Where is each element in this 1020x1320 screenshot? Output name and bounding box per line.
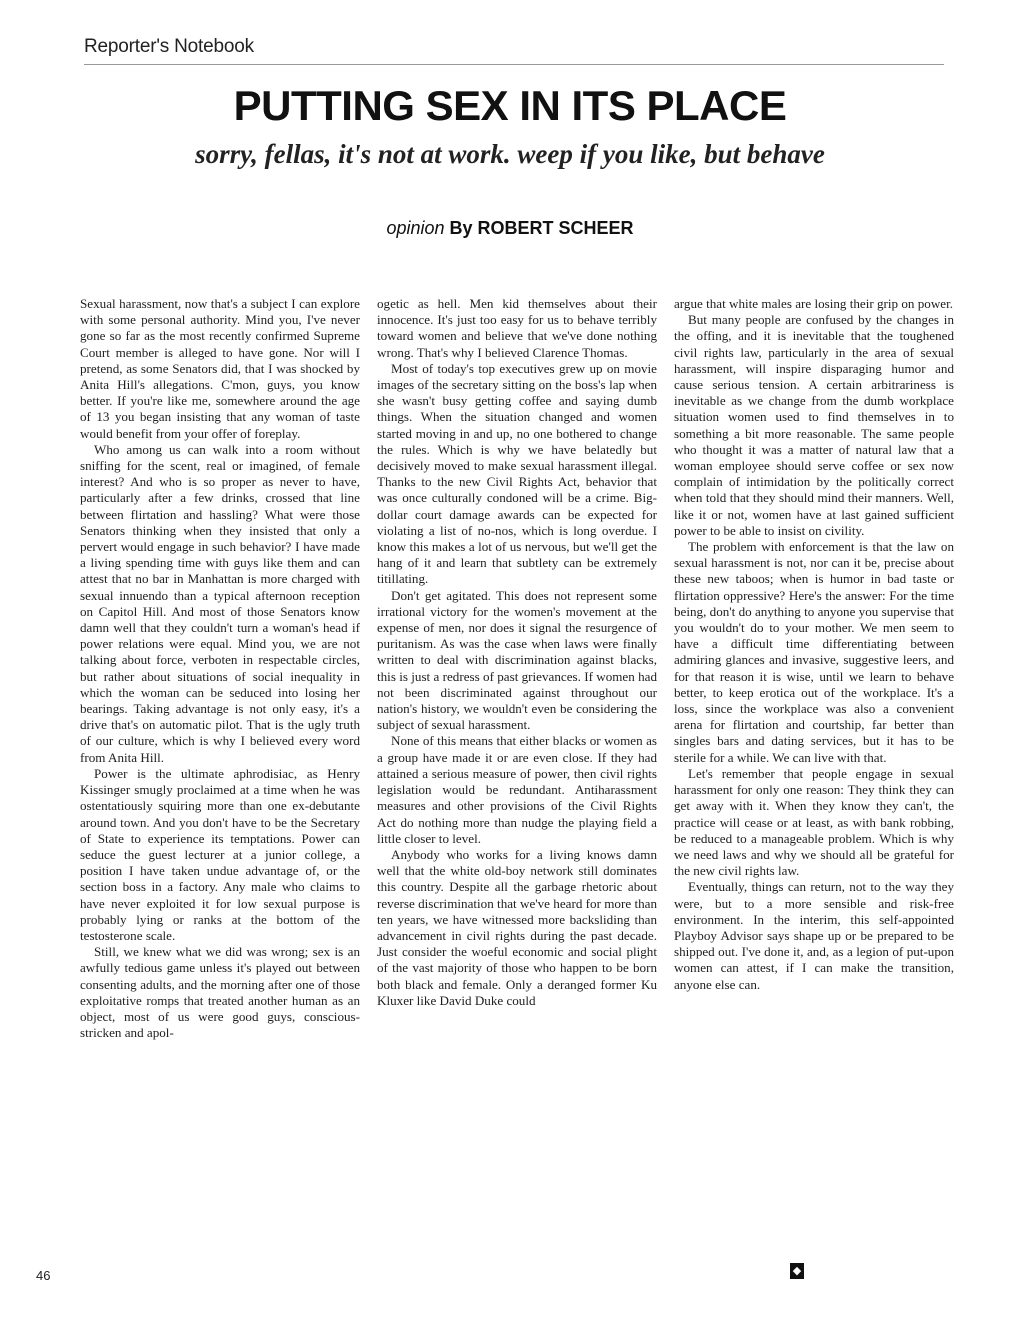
byline-kicker: opinion xyxy=(386,218,445,238)
paragraph: None of this means that either blacks or women as a group have made it or are even close. If they had attained a serious measure of power, then civil rights legislation would be redundant. Antiharassment measures and other provisions of the Civil Rights Act do nothing more than nudge the playing field a little closer to level. xyxy=(377,733,657,846)
article-body xyxy=(80,296,954,1286)
deck: sorry, fellas, it's not at work. weep if you like, but behave xyxy=(195,139,825,169)
paragraph: Sexual harassment, now that's a subject I can explore with some personal authority. Mind you, I've never gone so far as the most recently confirmed Supreme Court member is alleged to have gone. Nor will I pretend, as some Senators did, that I was shocked by Anita Hill's allegations. C'mon, guys, you know better. If you're like me, somewhere around the age of 13 you began insisting that any woman of taste would benefit from your offer of foreplay. xyxy=(80,296,360,441)
paragraph: Anybody who works for a living knows damn well that the white old-boy network still dominates this country. Despite all the garbage rhetoric about reverse discrimination that we've heard for more than ten years, we have witnessed more backsliding than advancement in civil rights during the past decade. Just consider the woeful economic and social plight of the vast majority of those who happen to be born both black and female. Only a deranged former Ku Kluxer like David Duke could xyxy=(377,846,657,1008)
paragraph: Let's remember that people engage in sexual harassment for only one reason: They think they can get away with it. When they know they can't, the practice will cease or at least, as with bank robbing, be reduced to a manageable problem. Which is why we need laws and why we should all be grateful for the new civil rights law. xyxy=(674,765,954,879)
paragraph: Eventually, things can return, not to the way they were, but to a more sensible and risk-free environment. In the interim, this self-appointed Playboy Advisor says shape up or be prepared to be shipped out. I've done it, and, as a legion of put-upon women can attest, if I can make the transition, anyone else can. xyxy=(674,879,954,992)
headline: PUTTING SEX IN ITS PLACE xyxy=(233,82,787,129)
paragraph: Don't get agitated. This does not represent some irrational victory for the women's movement at the expense of men, nor does it signal the resurgence of puritanism. As was the case when laws were finally written to deal with discrimination against blacks, this is just a redress of past grievances. If women had not been discriminated against throughout our nation's history, we wouldn't even be considering the subject of sexual harassment. xyxy=(377,587,657,733)
paragraph: argue that white males are losing their grip on power. xyxy=(674,296,954,311)
column-1 xyxy=(80,296,360,1286)
section-label: Reporter's Notebook xyxy=(84,36,254,57)
column-2 xyxy=(377,296,657,1286)
column-3 xyxy=(674,296,954,1286)
byline xyxy=(0,218,1020,239)
paragraph: ogetic as hell. Men kid themselves about their innocence. It's just too easy for us to behave terribly toward women and believe that we've done nothing wrong. That's why I believed Clarence Thomas. xyxy=(377,296,657,360)
paragraph: But many people are confused by the changes in the offing, and it is inevitable that the toughened civil rights law, particularly in the area of sexual harassment, will inspire disparaging humor and cause serious tension. A certain arbitrariness is inevitable as we change from the dumb workplace situation women used to find themselves in to something a bit more reasonable. The same people who thought it was a matter of natural law that a woman employee should serve coffee or sex now complain of intimidation by the politically correct when told that they should mind their manners. Well, like it or not, women have at last gained sufficient power to be able to insist on civility. xyxy=(674,312,954,538)
byline-author: By ROBERT SCHEER xyxy=(449,218,634,238)
page-number: 46 xyxy=(36,1268,51,1283)
paragraph: Power is the ultimate aphrodisiac, as Henry Kissinger smugly proclaimed at a time when he was ostentatiously squiring more than one ex-debutante around town. And you don't have to be the Secretary of State to experience its temptations. Power can seduce the guest lecturer at a junior college, a position I have taken undue advantage of, or the section boss in a factory. Any male who claims to have never exploited it for low sexual purpose is probably lying or ranks at the bottom of the testosterone scale. xyxy=(80,765,360,943)
paragraph: Who among us can walk into a room without sniffing for the scent, real or imagined, of female interest? And who is so proper as never to have, particularly after a few drinks, crossed that line between flirtation and hassling? What were those Senators thinking when they insisted that only a pervert would engage in such behavior? I have made a living spending time with guys like them and can attest that no bar in Manhattan is more charged with sexual innuendo than a typical afternoon reception on Capitol Hill. And most of those Senators know damn well that they couldn't turn a woman's head if power relations were equal. Mind you, we are not talking about force, verboten in respectable circles, but rather about situations of social inequality in which the woman can be seduced into losing her bearings. Taking advantage is not only easy, it's a drive that's on automatic pilot. That is the ugly truth of our culture, which is why I believed every word from Anita Hill. xyxy=(80,441,360,765)
paragraph: The problem with enforcement is that the law on sexual harassment is not, nor can it be, precise about these new taboos; when is humor in bad taste or flirtation oppressive? Here's the answer: For the time being, don't do anything to anyone you supervise that you wouldn't do to your mother. We men seem to have a difficult time differentiating between admiring glances and invasive, suggestive leers, and for that reason it is wise, until we learn to behave better, to keep erotica out of the workplace. It's a loss, since the workplace was also a convenient arena for flirtation and courtship, far better than singles bars and dating services, but it has to be sterile for a while. We can live with that. xyxy=(674,539,954,765)
bunny-end-mark-icon: ◆ xyxy=(790,1263,804,1279)
header-rule xyxy=(84,64,944,65)
paragraph: Most of today's top executives grew up on movie images of the secretary sitting on the boss's lap when she wasn't busy getting coffee and saying dumb things. When the situation changed and women started moving in and up, no one bothered to change the rules. Which is why we have belatedly but decisively moved to make sexual harassment illegal. Thanks to the new Civil Rights Act, behavior that was once culturally condoned will be a crime. Big-dollar court damage awards can be expected for violating a list of no-nos, which is long overdue. I know this makes a lot of us nervous, but we'll get the hang of it and learn that subtlety can be extremely titillating. xyxy=(377,360,657,587)
paragraph: Still, we knew what we did was wrong; sex is an awfully tedious game unless it's played out between consenting adults, and the morning after one of those exploitative romps that treated another human as an object, most of us were good guys, conscious-stricken and apol- xyxy=(80,944,360,1041)
